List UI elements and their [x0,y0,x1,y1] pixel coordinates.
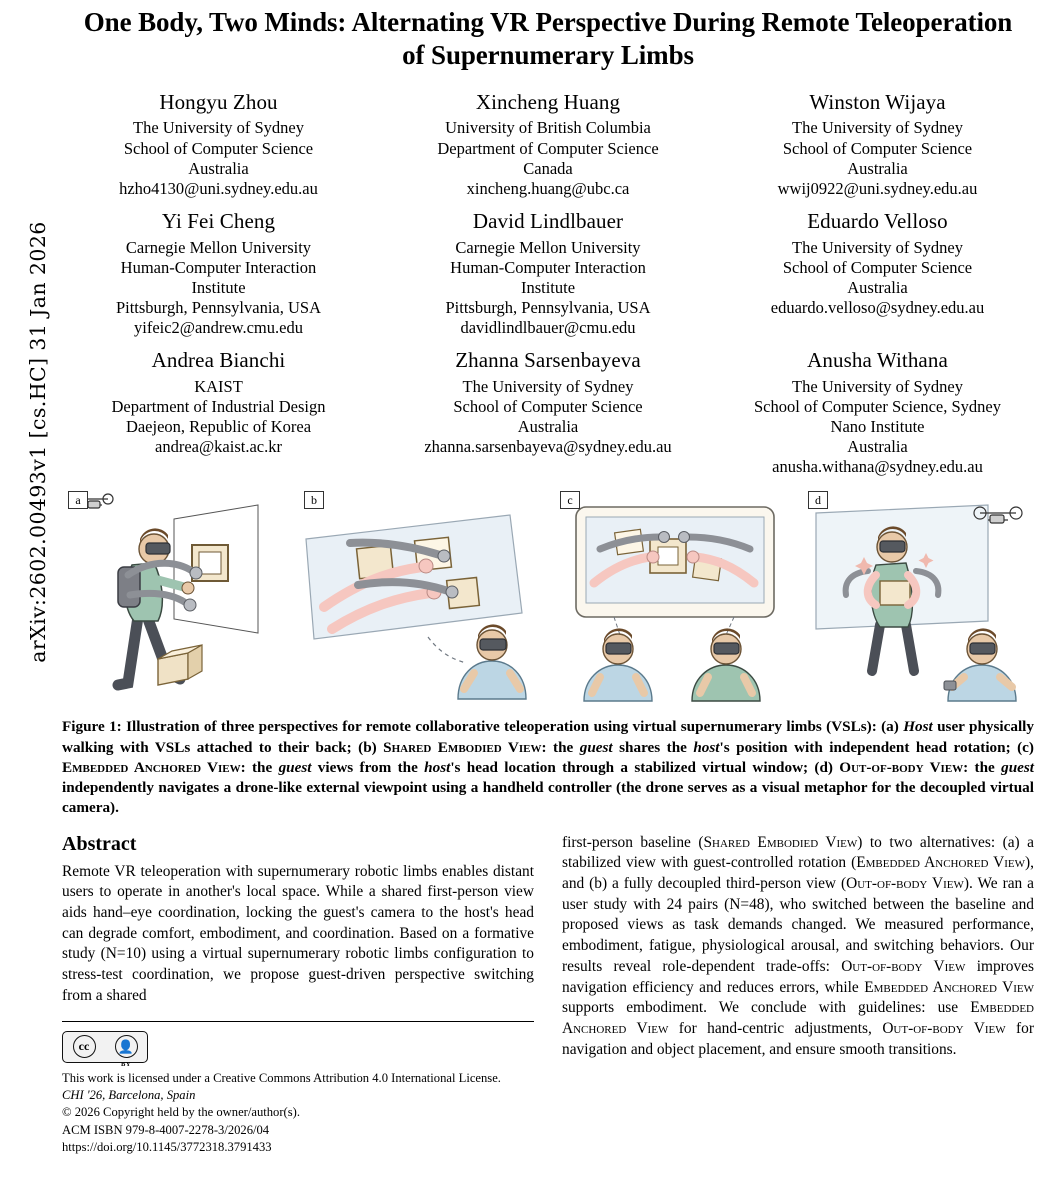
arxiv-stamp: arXiv:2602.00493v1 [cs.HC] 31 Jan 2026 [26,221,50,663]
author-affiliation: School of Computer Science, Sydney [754,396,1002,416]
author-affiliation: Human-Computer Interaction [450,257,646,277]
author-email: davidlindlbauer@cmu.edu [460,318,636,338]
author-affiliation: Nano Institute [830,417,925,437]
license-block [62,1021,534,1157]
figure-caption-prefix: Figure 1: [62,718,122,736]
figure-caption [62,717,1034,818]
cc-by-label: BY [120,1061,132,1069]
author-affiliation: Human-Computer Interaction [120,257,317,277]
author-name: Eduardo Velloso [807,208,948,233]
creative-commons-badge [62,1031,148,1069]
author-affiliation: The University of Sydney [133,118,304,138]
author-row [62,90,1034,199]
author-location: Pittsburgh, Pennsylvania, USA [445,297,651,317]
author-entry [392,209,705,338]
author-location: Daejeon, Republic of Korea [125,417,312,437]
abstract-left-column [62,833,534,1157]
author-affiliation: School of Computer Science [123,138,314,158]
author-name: Xincheng Huang [475,89,621,114]
author-name: Andrea Bianchi [151,348,286,373]
author-name: Yi Fei Cheng [161,208,276,233]
author-row [62,348,1034,477]
author-country: Australia [847,158,908,178]
author-entry [392,90,705,199]
author-name: Anusha Withana [807,348,948,373]
page-title: One Body, Two Minds: Alternating VR Perspective During Remote Teleoperation of Supernumerary Limbs [83,7,1013,70]
author-email: anusha.withana@sydney.edu.au [772,457,983,477]
author-country: Canada [523,158,573,178]
abstract-heading: Abstract [62,832,137,855]
author-affiliation: School of Computer Science [453,396,643,416]
author-affiliation: The University of Sydney [792,237,963,257]
license-text: This work is licensed under a Creative Commons Attribution 4.0 International License. [62,1070,501,1085]
author-block [62,90,1034,478]
author-affiliation: Institute [191,277,246,297]
author-name: Zhanna Sarsenbayeva [455,348,641,373]
author-affiliation: KAIST [194,376,243,396]
abstract-text-left: Remote VR teleoperation with supernumerary robotic limbs enables distant users to operate in another's local space. While a shared first-person view aids hand–eye coordination, locking the guest's camera to the host's head can degrade comfort, embodiment, and coordination. Based on a formative study (N=10) using a virtual supernumerary robotic limbs configuration to stress-test coordination, we propose guest-driven perspective switching from a shared [62,862,534,1004]
copyright-line: © 2026 Copyright held by the owner/author(s). [62,1105,300,1120]
abstract-section [62,833,1034,1157]
panel-label-d: d [808,491,828,509]
figure-caption-body: Illustration of three perspectives for remote collaborative teleoperation using virtual supernumerary limbs (VSLs): (a) Host user physically walking with VSLs attached to their back; (b) Shared Embodied View: the guest shares the host's position with independent head rotation; (c) Embedded Anchored View: the guest views from the host's head location through a stabilized virtual window; (d) Out-of-body View: the guest independently navigates a drone-like external viewpoint using a handheld controller (the drone serves as a visual metaphor for the decoupled virtual camera). [62,718,1035,817]
author-name: David Lindlbauer [472,208,624,233]
author-name: Winston Wijaya [809,89,946,114]
author-affiliation: School of Computer Science [782,257,973,277]
author-affiliation: Carnegie Mellon University [455,237,641,257]
figure-panel-d [802,487,1034,709]
author-affiliation: The University of Sydney [792,376,963,396]
figure-panel-b [298,487,544,709]
author-location: Pittsburgh, Pennsylvania, USA [115,297,321,317]
author-country: Australia [517,417,579,437]
author-name: Hongyu Zhou [159,89,278,114]
author-affiliation: Department of Computer Science [437,138,659,158]
cc-by-icon: 👤 BY [115,1035,138,1058]
author-email: andrea@kaist.ac.kr [155,437,282,457]
author-country: Australia [847,437,908,457]
author-entry [721,348,1034,477]
author-affiliation: University of British Columbia [445,118,651,138]
author-email: hzho4130@uni.sydney.edu.au [119,178,318,198]
teaser-figure [62,487,1034,709]
author-email: wwij0922@uni.sydney.edu.au [777,178,978,198]
author-entry [721,209,1034,338]
author-affiliation: Institute [520,277,576,297]
figure-panel-a [62,487,284,709]
author-affiliation: The University of Sydney [462,376,634,396]
author-email: zhanna.sarsenbayeva@sydney.edu.au [424,437,672,457]
panel-label-c: c [560,491,580,509]
author-country: Australia [847,277,908,297]
panel-label-a: a [68,491,88,509]
author-affiliation: The University of Sydney [792,118,963,138]
author-entry [392,348,705,477]
author-affiliation: Department of Industrial Design [111,396,326,416]
author-country: Australia [188,158,249,178]
panel-label-b: b [304,491,324,509]
doi-link[interactable]: https://doi.org/10.1145/3772318.3791433 [62,1140,272,1155]
abstract-right-column [562,833,1034,1157]
author-entry [62,90,375,199]
conference-venue: CHI '26, Barcelona, Spain [62,1087,196,1102]
author-row [62,209,1034,338]
cc-icon-label: cc [78,1039,90,1054]
author-entry [62,348,375,477]
author-affiliation: Carnegie Mellon University [125,237,312,257]
author-affiliation: School of Computer Science [782,138,973,158]
isbn-line: ACM ISBN 979-8-4007-2278-3/2026/04 [62,1122,270,1137]
author-entry [721,90,1034,199]
cc-icon [73,1035,96,1058]
author-entry [62,209,375,338]
abstract-text-right: first-person baseline (Shared Embodied View) to two alternatives: (a) a stabilized view with guest-controlled rotation (Embedded Anchored View), and (b) a fully decoupled third-person view (Out-of-body View). We ran a user study with 24 pairs (N=48), who switched between the baseline and proposed views as task demands changed. We measured performance, embodiment, fatigue, physiological arousal, and switching behaviors. Our results reveal role-dependent trade-offs: Out-of-body View improves navigation efficiency and reduces errors, while Embedded Anchored View supports embodiment. We conclude with guidelines: use Embedded Anchored View for hand-centric adjustments, Out-of-body View for navigation and object placement, and ensure smooth transitions. [562,833,1034,1058]
figure-panel-c [554,487,792,709]
paper-page [62,0,1034,1200]
author-email: eduardo.velloso@sydney.edu.au [770,297,985,317]
author-email: xincheng.huang@ubc.ca [466,178,630,198]
author-email: yifeic2@andrew.cmu.edu [133,318,303,338]
